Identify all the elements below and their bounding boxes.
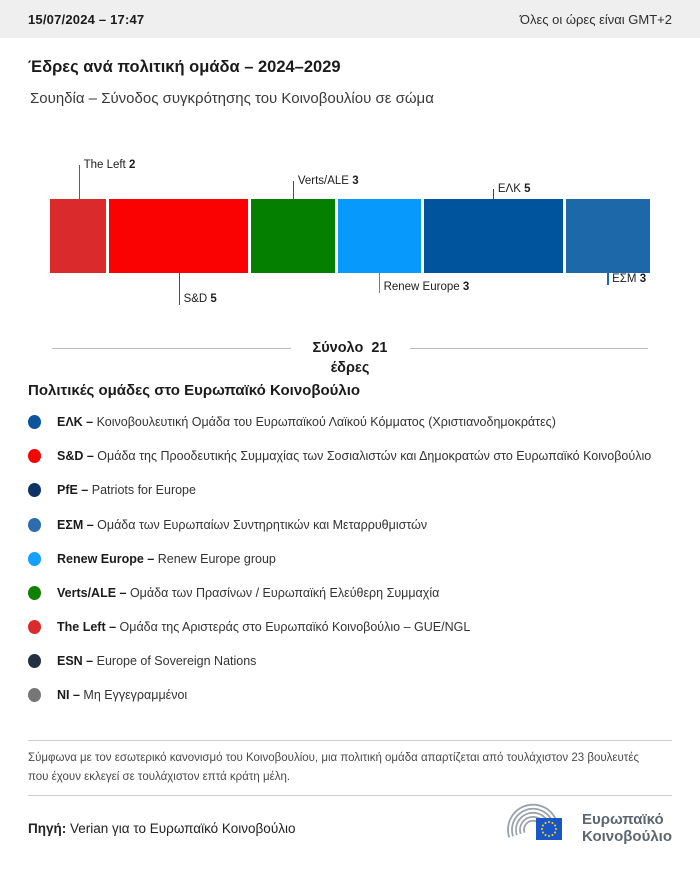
leader-line-εσμ bbox=[607, 273, 609, 285]
total-divider-left bbox=[52, 348, 291, 349]
eu-flag-icon bbox=[536, 818, 562, 840]
bar-label-εσμ: ΕΣΜ 3 bbox=[612, 273, 647, 285]
legend-heading: Πολιτικές ομάδες στο Ευρωπαϊκό Κοινοβούλιο bbox=[28, 382, 361, 400]
total-label bbox=[313, 339, 388, 378]
legend-color-dot bbox=[28, 586, 41, 600]
bar-segment-the-left bbox=[50, 199, 106, 273]
legend-item-text: Renew Europe – Renew Europe group bbox=[57, 551, 276, 566]
legend-item bbox=[28, 652, 672, 670]
seat-bar bbox=[50, 199, 650, 273]
legend-color-dot bbox=[28, 620, 41, 634]
bar-segment-verts-ale bbox=[251, 199, 335, 273]
flag-star bbox=[551, 822, 553, 824]
legend-color-dot bbox=[28, 483, 41, 497]
legend-item-text: ΕΣΜ – Ομάδα των Ευρωπαίων Συντηρητικών και Μεταρρυθμιστών bbox=[57, 517, 428, 532]
page-subtitle: Σουηδία – Σύνοδος συγκρότησης του Κοινοβουλίου σε σώμα bbox=[30, 90, 434, 107]
flag-star bbox=[542, 825, 544, 827]
footnote-text: Σύμφωνα με τον εσωτερικό κανονισμό του Κοινοβουλίου, μια πολιτική ομάδα απαρτίζεται από τουλάχιστον 23 βουλευτές που έχουν εκλεγεί σε τουλάχιστον επτά κράτη μέλη. bbox=[28, 752, 640, 783]
legend-color-dot bbox=[28, 688, 41, 702]
topbar bbox=[0, 0, 700, 38]
flag-star bbox=[544, 822, 546, 824]
logo-text-line1: Ευρωπαϊκό bbox=[581, 810, 664, 828]
legend-item-text: The Left – Ομάδα της Αριστεράς στο Ευρωπαϊκό Κοινοβούλιο – GUE/NGL bbox=[57, 619, 471, 634]
legend-item-text: Verts/ALE – Ομάδα των Πρασίνων / Ευρωπαϊκή Ελεύθερη Συμμαχία bbox=[57, 585, 440, 600]
legend-item-text: PfE – Patriots for Europe bbox=[57, 483, 196, 498]
leader-line-the-left bbox=[79, 165, 81, 199]
bar-segment-εσμ bbox=[566, 199, 650, 273]
total-divider-right bbox=[410, 348, 649, 349]
flag-star bbox=[548, 821, 550, 823]
flag-star bbox=[542, 832, 544, 834]
flag-star bbox=[554, 832, 556, 834]
source-value: Verian για το Ευρωπαϊκό Κοινοβούλιο bbox=[70, 820, 296, 836]
bar-segment-ελκ bbox=[424, 199, 563, 273]
bar-label-renew-europe: Renew Europe 3 bbox=[383, 281, 470, 293]
legend-color-dot bbox=[28, 654, 41, 668]
legend-item bbox=[28, 584, 672, 602]
legend-item bbox=[28, 618, 672, 636]
seat-distribution-chart bbox=[50, 139, 650, 319]
legend-item bbox=[28, 447, 672, 465]
legend-item-text: ΕΛΚ – Κοινοβουλευτική Ομάδα του Ευρωπαϊκού Λαϊκού Κόμματος (Χριστιανοδημοκράτες) bbox=[57, 415, 556, 430]
legend-item bbox=[28, 481, 672, 499]
flag-star bbox=[548, 835, 550, 837]
source-text bbox=[28, 821, 295, 836]
total-seats-text: Σύνολο 21 bbox=[312, 340, 388, 356]
legend-item bbox=[28, 516, 672, 534]
total-seats-unit: έδρες bbox=[330, 359, 370, 376]
total-row bbox=[52, 339, 648, 378]
flag-star bbox=[551, 834, 553, 836]
flag-star bbox=[544, 834, 546, 836]
legend-color-dot bbox=[28, 415, 41, 429]
leader-line-renew-europe bbox=[379, 273, 381, 293]
leader-line-s-d bbox=[179, 273, 181, 305]
leader-line-ελκ bbox=[493, 189, 495, 199]
legend-color-dot bbox=[28, 552, 41, 566]
logo-text-line2: Κοινοβούλιο bbox=[581, 828, 672, 846]
european-parliament-logo bbox=[506, 800, 672, 856]
page-title: Έδρες ανά πολιτική ομάδα – 2024–2029 bbox=[28, 58, 341, 76]
legend-item-text: S&D – Ομάδα της Προοδευτικής Συμμαχίας των Σοσιαλιστών και Δημοκρατών στο Ευρωπαϊκό Κοινοβούλιο bbox=[57, 449, 652, 464]
leader-line-verts-ale bbox=[293, 181, 295, 199]
legend-item bbox=[28, 550, 672, 568]
footnote-divider-top bbox=[28, 740, 672, 741]
legend-item-text: NI – Μη Εγγεγραμμένοι bbox=[57, 688, 188, 703]
flag-star bbox=[554, 825, 556, 827]
timezone-note: Όλες οι ώρες είναι GMT+2 bbox=[519, 11, 672, 27]
legend-list bbox=[28, 413, 672, 704]
legend-item-text: ESN – Europe of Sovereign Nations bbox=[57, 654, 257, 668]
flag-star bbox=[541, 828, 543, 830]
legend-color-dot bbox=[28, 449, 41, 463]
source-label: Πηγή: bbox=[28, 820, 67, 836]
legend-color-dot bbox=[28, 518, 41, 532]
legend-item bbox=[28, 686, 672, 704]
flag-star bbox=[555, 828, 557, 830]
legend-item bbox=[28, 413, 672, 431]
logo-text bbox=[582, 811, 672, 846]
footnote-divider-bottom bbox=[28, 795, 672, 796]
bar-segment-s-d bbox=[109, 199, 248, 273]
datetime-text: 15/07/2024 – 17:47 bbox=[28, 11, 145, 27]
bar-label-s-d: S&D 5 bbox=[183, 293, 217, 305]
hemicycle-icon bbox=[506, 800, 574, 856]
bar-label-verts-ale: Verts/ALE 3 bbox=[297, 175, 359, 187]
bar-label-ελκ: ΕΛΚ 5 bbox=[497, 183, 531, 195]
bar-label-the-left: The Left 2 bbox=[83, 159, 136, 171]
bar-segment-renew-europe bbox=[338, 199, 422, 273]
source-row bbox=[28, 800, 672, 856]
